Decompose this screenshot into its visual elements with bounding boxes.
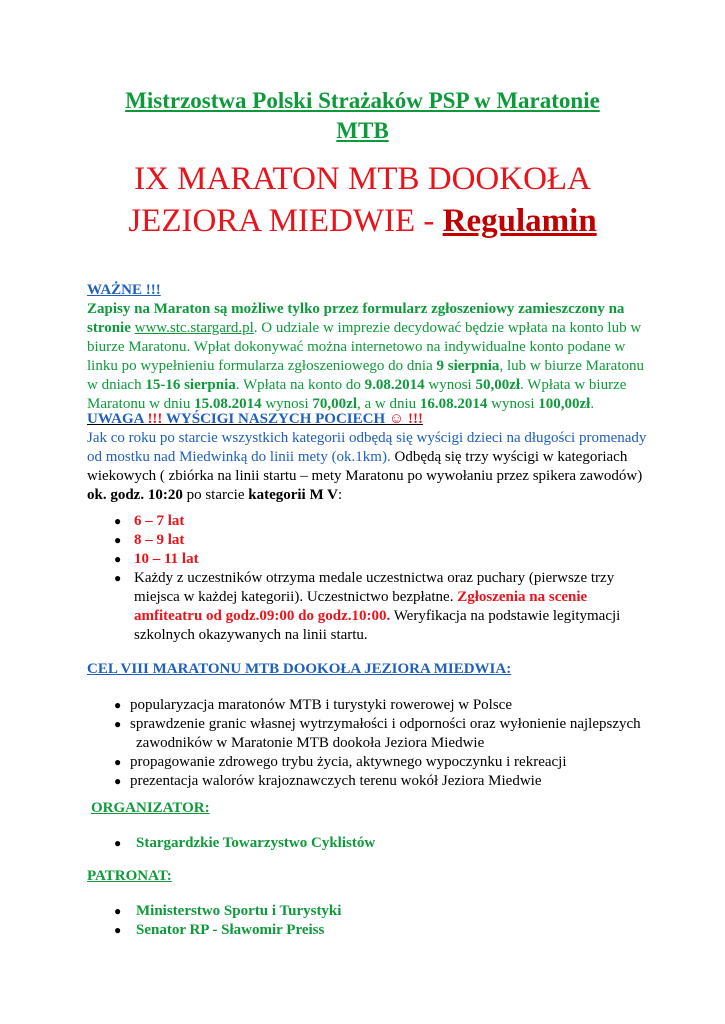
list-item (114, 902, 674, 921)
wazne-line4 (87, 357, 677, 376)
wazne-line5 (87, 376, 677, 395)
wazne-l5b: 15-16 sierpnia (145, 377, 236, 393)
list-item-cont (114, 588, 674, 607)
cel-item: popularyzacja maratonów MTB i turystyki rowerowej w Polsce (130, 697, 512, 713)
wazne-l5a: w dniach (87, 377, 146, 393)
wazne-l6d: 70,00zl (312, 396, 357, 412)
smiley-icon: ☺ (388, 411, 405, 427)
wazne-l6a: Maratonu w dniu (87, 396, 195, 412)
list-item (114, 753, 674, 772)
uwaga-line4 (87, 486, 677, 505)
wazne-l6h: 100,00zł (538, 396, 591, 412)
category-label: 8 – 9 lat (134, 532, 185, 548)
list-item (114, 715, 674, 734)
bullet-icon: ● (114, 836, 122, 850)
uwaga-h1: UWAGA (87, 411, 148, 427)
uwaga-l2a: od mostku nad Miedwinką do linii mety (ok.1km). (87, 449, 391, 465)
list-item-cont (114, 734, 674, 753)
wazne-l5g: . Wpłata w biurze (520, 377, 627, 393)
wazne-l5e: wynosi (424, 377, 476, 393)
website-link[interactable]: www.stc.stargard.pl (134, 320, 254, 336)
wazne-l6b: 15.08.2014 (194, 396, 262, 412)
bullet-icon: ● (114, 774, 122, 788)
uwaga-heading (87, 410, 677, 429)
wazne-l6e: , a w dniu (357, 396, 420, 412)
organizator-item: Stargardzkie Towarzystwo Cyklistów (136, 835, 376, 851)
bullet-icon: ● (114, 717, 122, 731)
wazne-l6g: wynosi (487, 396, 539, 412)
info-line4: szkolnych okazywanych na linii startu. (134, 627, 368, 643)
uwaga-line1: Jak co roku po starcie wszystkich kategorii odbędą się wyścigi dzieci na długości promenady (87, 430, 647, 446)
list-item (114, 531, 674, 550)
uwaga-line2 (87, 448, 677, 467)
bullet-icon: ● (114, 552, 122, 566)
wazne-line2 (87, 319, 677, 338)
main-title (0, 158, 725, 242)
info-line1: Każdy z uczestników otrzyma medale uczestnictwa oraz puchary (pierwsze trzy (134, 570, 615, 586)
patronat-item: Ministerstwo Sportu i Turystyki (136, 903, 342, 919)
bullet-icon: ● (114, 571, 122, 585)
wazne-l5f: 50,00zł (475, 377, 521, 393)
wazne-heading: WAŻNE !!! (87, 282, 161, 298)
wazne-l4a: linku po wypełnieniu formularza zgłoszeniowego do dnia (87, 358, 437, 374)
patronat-section (87, 867, 677, 886)
wazne-l4b: 9 sierpnia (436, 358, 500, 374)
bullet-icon: ● (114, 904, 122, 918)
uwaga-l2b: Odbędą się trzy wyścigi w kategoriach (390, 449, 628, 465)
info-line3a: amfiteatru od godz.09:00 do godz.10:00. (134, 608, 391, 624)
bullet-icon: ● (114, 698, 122, 712)
categories-list (114, 512, 674, 645)
organizator-list (114, 834, 674, 853)
info-line3b: Weryfikacja na podstawie legitymacji (390, 608, 621, 624)
wazne-l6i: . (590, 396, 595, 412)
list-item (114, 512, 674, 531)
wazne-l5c: . Wpłata na konto do (235, 377, 365, 393)
uwaga-h2: !!! (147, 411, 163, 427)
list-item (114, 550, 674, 569)
wazne-line3: biurze Maratonu. Wpłat dokonywać można internetowo na indywidualne konto podane w (87, 339, 626, 355)
wazne-l6f: 16.08.2014 (419, 396, 488, 412)
cel-item: propagowanie zdrowego trybu życia, aktywnego wypoczynku i rekreacji (130, 754, 567, 770)
patronat-item: Senator RP - Sławomir Preiss (136, 922, 325, 938)
patronat-list (114, 902, 674, 940)
uwaga-l4c: kategorii M V (248, 487, 338, 503)
event-title-line2: MTB (336, 118, 389, 143)
main-title-line1: IX MARATON MTB DOOKOŁA (134, 161, 591, 197)
event-title (0, 86, 725, 146)
wazne-l6c: wynosi (261, 396, 313, 412)
organizator-heading: ORGANIZATOR: (91, 800, 210, 816)
cel-section (87, 660, 677, 679)
wazne-l2b: . O udziale w imprezie decydować będzie wpłata na konto lub w (253, 320, 642, 336)
uwaga-line3: wiekowych ( zbiórka na linii startu – mety Maratonu po wywołaniu przez spikera zawodów) (87, 468, 643, 484)
uwaga-l4d: : (337, 487, 343, 503)
wazne-section (87, 281, 677, 414)
info-line2a: miejsca w każdej kategorii). Uczestnictwo bezpłatne. (134, 589, 458, 605)
cel-item: prezentacja walorów krajoznawczych terenu wokół Jeziora Miedwie (130, 773, 542, 789)
info-line2b: Zgłoszenia na scenie (457, 589, 588, 605)
wazne-l2a: stronie (87, 320, 135, 336)
regulamin-link[interactable]: Regulamin (442, 203, 597, 239)
event-title-line1: Mistrzostwa Polski Strażaków PSP w Maratonie (125, 88, 600, 113)
wazne-line1: Zapisy na Maraton są możliwe tylko przez formularz zgłoszeniowy zamieszczony na (87, 301, 625, 317)
wazne-l5d: 9.08.2014 (364, 377, 425, 393)
organizator-section (91, 799, 681, 818)
list-item (114, 696, 674, 715)
cel-item-cont: zawodników w Maratonie MTB dookoła Jeziora Miedwie (136, 735, 485, 751)
list-item-cont (114, 626, 674, 645)
patronat-heading: PATRONAT: (87, 868, 172, 884)
list-item (114, 834, 674, 853)
list-item (114, 772, 674, 791)
bullet-icon: ● (114, 514, 122, 528)
wazne-l4c: , lub w biurze Maratonu (499, 358, 644, 374)
cel-list (114, 696, 674, 791)
main-title-line2 (0, 200, 725, 242)
category-label: 10 – 11 lat (134, 551, 199, 567)
cel-heading: CEL VIII MARATONU MTB DOOKOŁA JEZIORA MIEDWIA: (87, 661, 512, 677)
main-title-line2-text: JEZIORA MIEDWIE - (128, 203, 443, 239)
list-item (114, 921, 674, 940)
bullet-icon: ● (114, 755, 122, 769)
uwaga-h4: !!! (404, 411, 423, 427)
list-item-cont (114, 607, 674, 626)
uwaga-l4a: ok. godz. 10:20 (87, 487, 183, 503)
bullet-icon: ● (114, 533, 122, 547)
cel-item: sprawdzenie granic własnej wytrzymałości i odporności oraz wyłonienie najlepszych (130, 716, 641, 732)
uwaga-h3: WYŚCIGI NASZYCH POCIECH (162, 411, 389, 427)
bullet-icon: ● (114, 923, 122, 937)
category-label: 6 – 7 lat (134, 513, 185, 529)
uwaga-section (87, 410, 677, 505)
list-item (114, 569, 674, 588)
uwaga-l4b: po starcie (182, 487, 249, 503)
